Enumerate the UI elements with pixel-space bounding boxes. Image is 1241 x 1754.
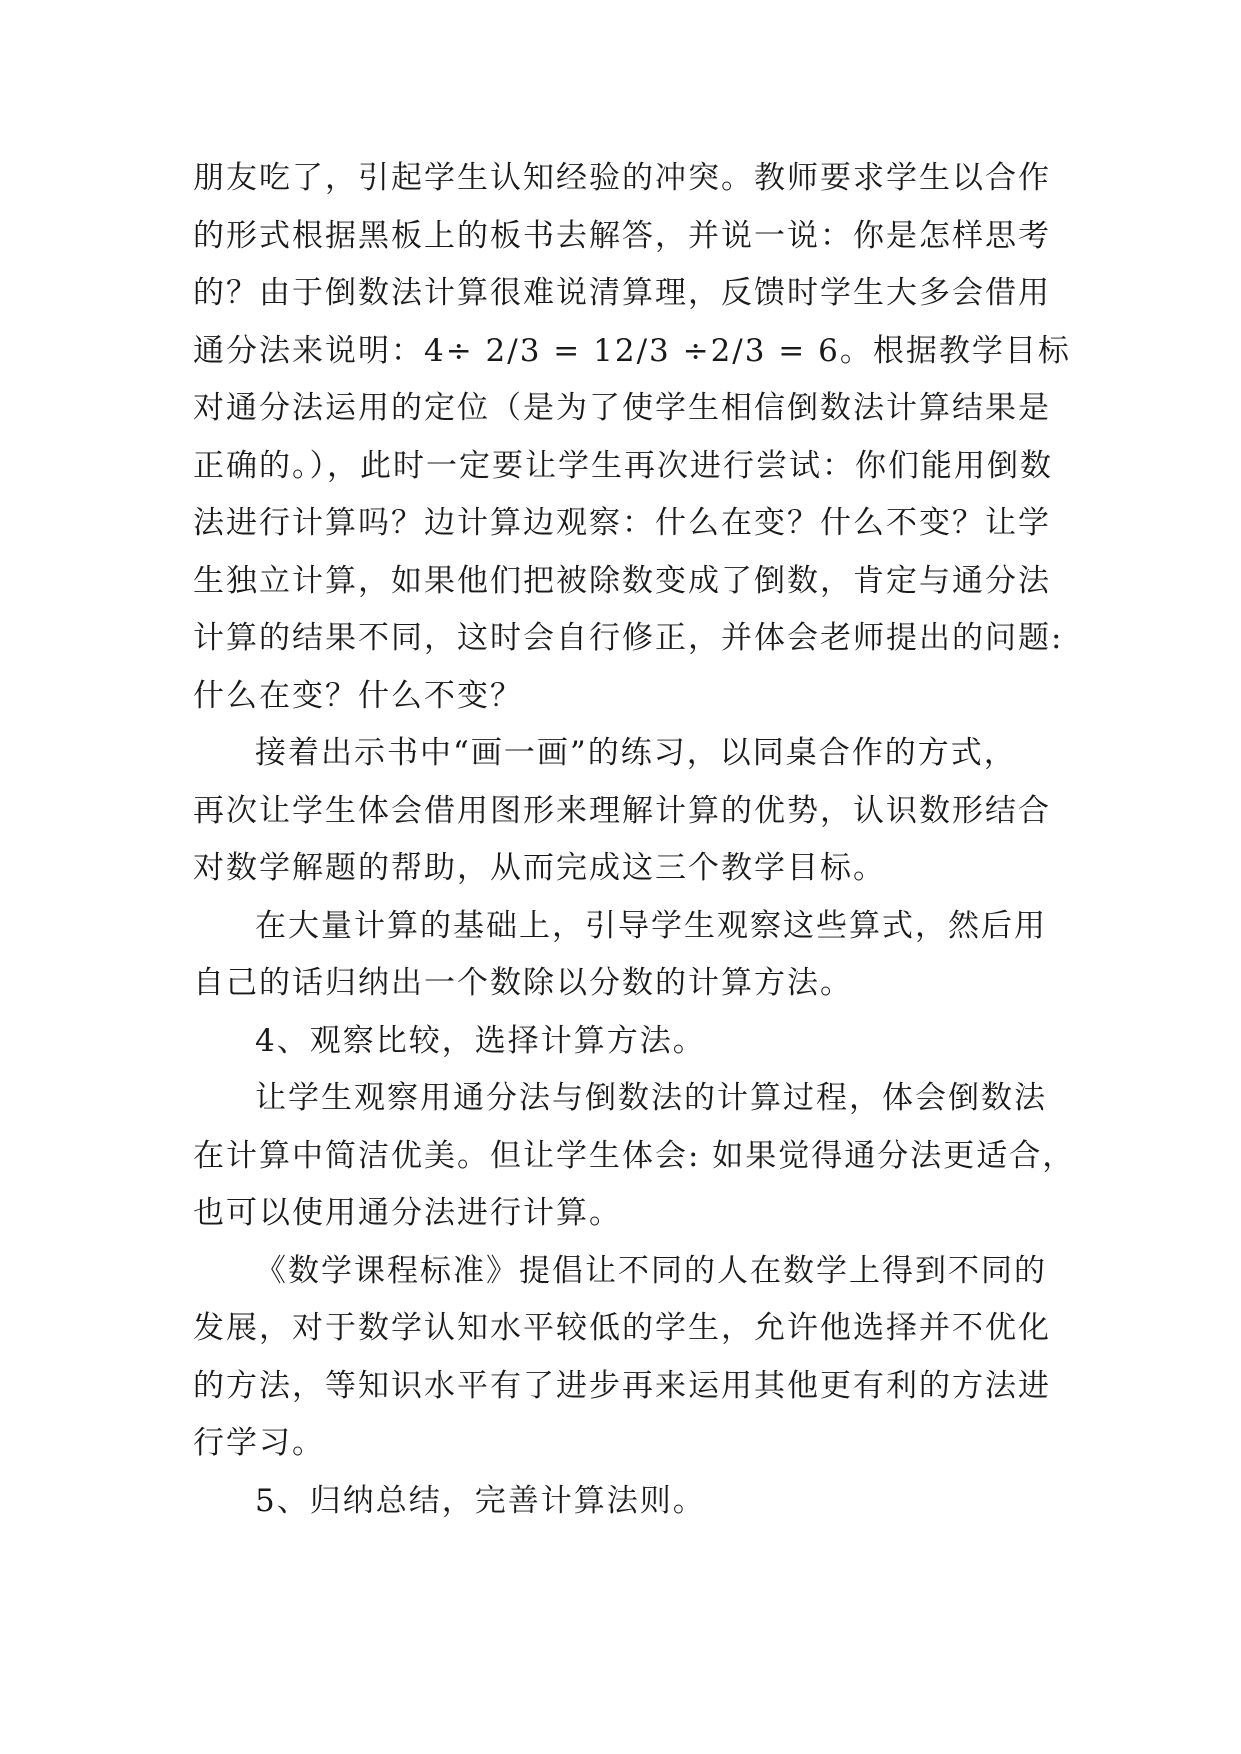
text-line: 通分法来说明：4÷ 2/3 = 12/3 ÷2/3 = 6。根据教学目标 [193, 332, 1071, 369]
text-line: 正确的。），此时一定要让学生再次进行尝试：你们能用倒数 [193, 447, 1053, 484]
section-heading: 5、归纳总结，完善计算法则。 [255, 1482, 706, 1519]
text-line: 的方法，等知识水平有了进步再来运用其他更有利的方法进 [193, 1367, 1051, 1404]
text-line: 朋友吃了，引起学生认知经验的冲突。教师要求学生以合作 [193, 160, 1051, 196]
document-body [193, 150, 1076, 1530]
text-line: 自己的话归纳出一个数除以分数的计算方法。 [193, 965, 853, 1001]
text-line: 对通分法运用的定位（是为了使学生相信倒数法计算结果是 [193, 390, 1051, 426]
text-line: 在计算中简洁优美。但让学生体会: 如果觉得通分法更适合， [193, 1137, 1076, 1174]
text-line: 行学习。 [193, 1425, 325, 1461]
paragraph-start-line: 《数学课程标准》提倡让不同的人在数学上得到不同的 [255, 1252, 1047, 1289]
paragraph-start-line: 接着出示书中“画一画”的练习，以同桌合作的方式， [255, 735, 1017, 771]
section-heading: 4、观察比较，选择计算方法。 [255, 1022, 706, 1059]
text-line: 的？由于倒数法计算很难说清算理，反馈时学生大多会借用 [193, 275, 1051, 311]
text-line: 法进行计算吗？边计算边观察：什么在变？什么不变？让学 [193, 505, 1051, 541]
text-line: 生独立计算，如果他们把被除数变成了倒数，肯定与通分法 [193, 562, 1051, 599]
paragraph-start-line: 在大量计算的基础上，引导学生观察这些算式，然后用 [255, 907, 1047, 944]
text-line: 什么在变？什么不变？ [193, 677, 523, 714]
text-line: 也可以使用通分法进行计算。 [193, 1195, 622, 1231]
text-line: 对数学解题的帮助，从而完成这三个教学目标。 [193, 850, 886, 886]
text-line: 的形式根据黑板上的板书去解答，并说一说：你是怎样思考 [193, 217, 1051, 254]
text-line: 计算的结果不同，这时会自行修正，并体会老师提出的问题: [193, 620, 1064, 656]
text-line: 发展，对于数学认知水平较低的学生，允许他选择并不优化 [193, 1310, 1051, 1346]
text-line: 再次让学生体会借用图形来理解计算的优势，认识数形结合 [193, 792, 1051, 829]
paragraph-start-line: 让学生观察用通分法与倒数法的计算过程，体会倒数法 [255, 1080, 1047, 1116]
